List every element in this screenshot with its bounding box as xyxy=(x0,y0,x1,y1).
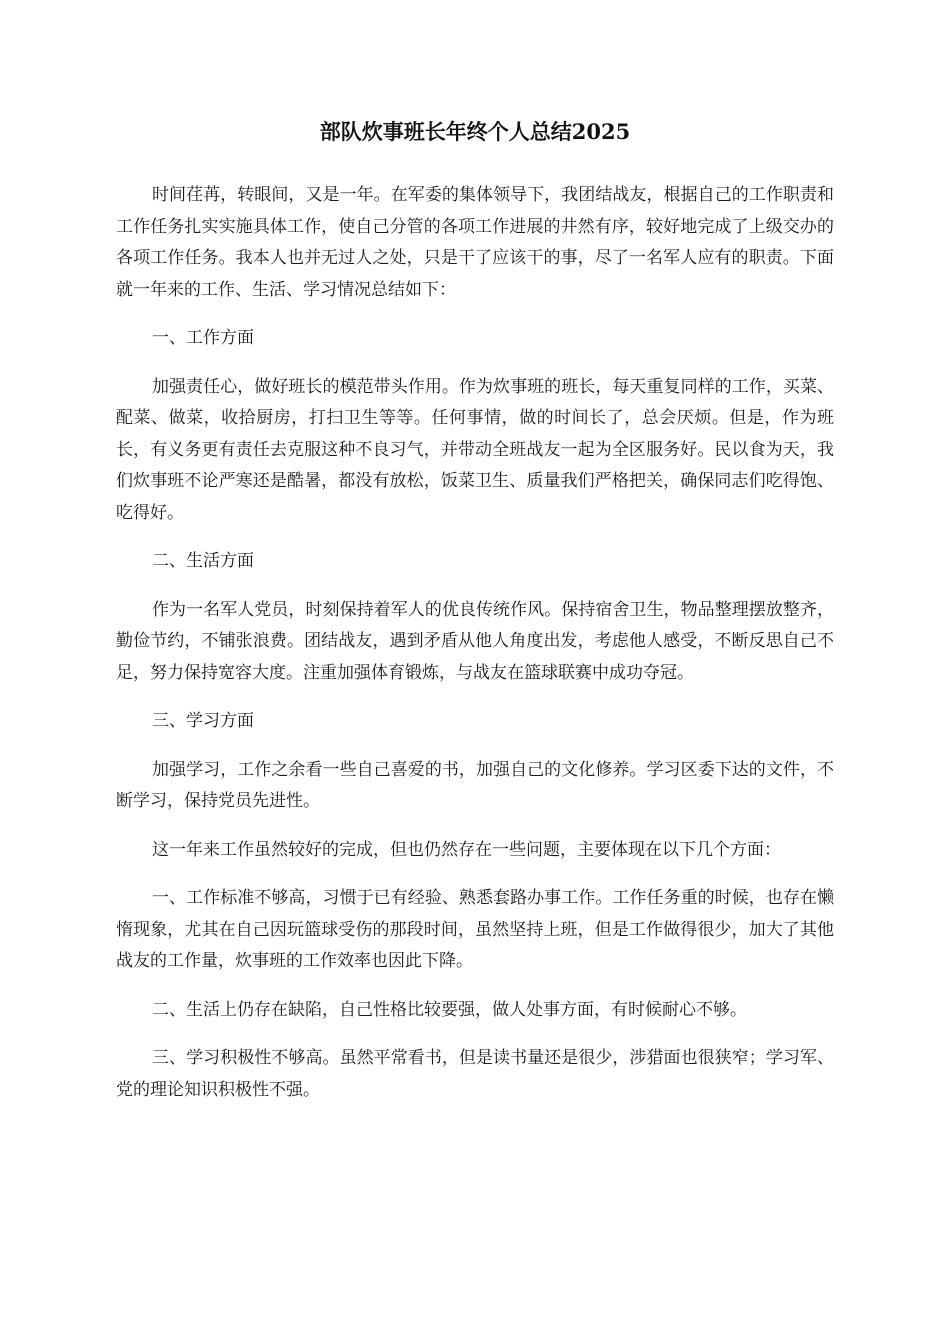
problem-item-2: 二、生活上仍存在缺陷，自己性格比较要强，做人处事方面，有时候耐心不够。 xyxy=(152,999,747,1020)
section-heading-work: 一、工作方面 xyxy=(152,328,254,348)
document-body xyxy=(116,180,834,1123)
document-title: 部队炊事班长年终个人总结2025 xyxy=(319,119,631,144)
intro-paragraph: 时间荏苒，转眼间，又是一年。在军委的集体领导下，我团结战友，根据自己的工作职责和工作任务扎实实施具体工作，使自己分管的各项工作进展的井然有序，较好地完成了上级交办的各项工作任务。我本人也并无过人之处，只是干了应该干的事，尽了一名军人应有的职责。下面就一年来的工作、生活、学习情况总结如下： xyxy=(116,185,834,300)
section-heading-study: 三、学习方面 xyxy=(152,711,254,731)
problems-intro-paragraph: 这一年来工作虽然较好的完成，但也仍然存在一些问题，主要体现在以下几个方面： xyxy=(152,839,781,860)
section-heading-life: 二、生活方面 xyxy=(152,551,254,571)
study-paragraph: 加强学习，工作之余看一些自己喜爱的书，加强自己的文化修养。学习区委下达的文件，不断学习，保持党员先进性。 xyxy=(116,759,834,811)
work-paragraph: 加强责任心，做好班长的模范带头作用。作为炊事班的班长，每天重复同样的工作，买菜、配菜、做菜，收拾厨房，打扫卫生等等。任何事情，做的时间长了，总会厌烦。但是，作为班长，有义务更有责任去克服这种不良习气，并带动全班战友一起为全区服务好。民以食为天，我们炊事班不论严寒还是酷暑，都没有放松，饭菜卫生、质量我们严格把关，确保同志们吃得饱、吃得好。 xyxy=(116,376,834,523)
life-paragraph: 作为一名军人党员，时刻保持着军人的优良传统作风。保持宿舍卫生，物品整理摆放整齐，勤俭节约，不铺张浪费。团结战友，遇到矛盾从他人角度出发，考虑他人感受，不断反思自己不足，努力保持宽容大度。注重加强体育锻炼，与战友在篮球联赛中成功夺冠。 xyxy=(116,599,834,683)
problem-item-1: 一、工作标准不够高，习惯于已有经验、熟悉套路办事工作。工作任务重的时候，也存在懒惰现象，尤其在自己因玩篮球受伤的那段时间，虽然坚持上班，但是工作做得很少，加大了其他战友的工作量，炊事班的工作效率也因此下降。 xyxy=(116,888,834,971)
problem-item-3: 三、学习积极性不够高。虽然平常看书，但是读书量还是很少，涉猎面也很狭窄；学习军、党的理论知识积极性不强。 xyxy=(116,1048,834,1100)
